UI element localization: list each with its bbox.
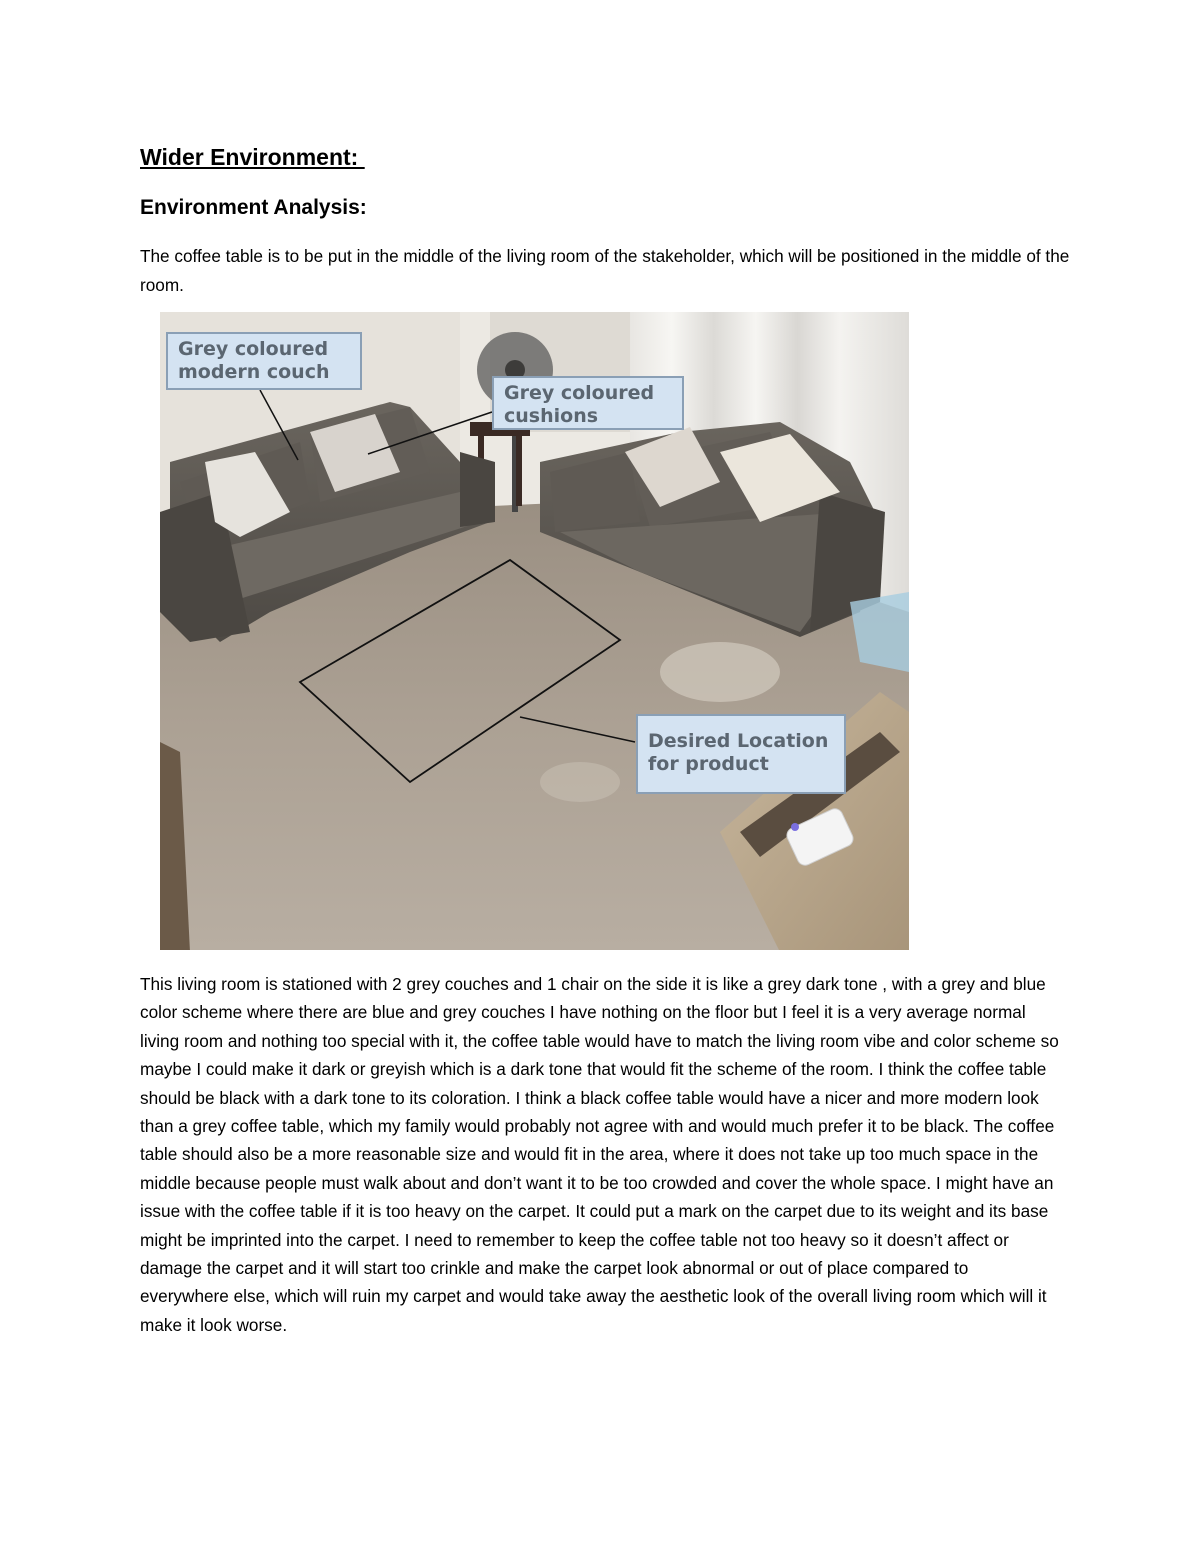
callout-couch-line2: modern couch (178, 361, 330, 383)
callout-cushions-line2: cushions (504, 405, 599, 427)
living-room-photo (160, 312, 909, 950)
callout-location-line2: for product (648, 753, 769, 775)
page-title: Wider Environment: (140, 144, 365, 170)
analysis-paragraph: This living room is stationed with 2 grey couches and 1 chair on the side it is like a grey dark tone , with a grey and blue color scheme where there are blue and grey couches I have nothing on the floor but I feel it is a very average normal living room and nothing too special with it, the coffee table would have to match the living room vibe and color scheme so maybe I could make it dark or greyish which is a dark tone that would fit the scheme of the room. I think the coffee table should be black with a dark tone to its coloration. I think a black coffee table would have a nicer and more modern look than a grey coffee table, which my family would probably not agree with and would much prefer it to be black. The coffee table should also be a more reasonable size and would fit in the area, where it does not take up too much space in the middle because people must walk about and don’t want it to be too crowded and cover the whole space. I might have an issue with the coffee table if it is too heavy on the carpet. It could put a mark on the carpet due to its weight and its base might be imprinted into the carpet. I need to remember to keep the coffee table not too heavy so it doesn’t affect or damage the carpet and it will start too crinkle and make the carpet look abnormal or out of place compared to everywhere else, which will ruin my carpet and would take away the aesthetic look of the overall living room which will it make it look worse. (140, 974, 1059, 1335)
callout-cushions (492, 376, 684, 430)
intro-paragraph: The coffee table is to be put in the middle of the living room of the stakeholder, which will be positioned in the middle of the room. (140, 246, 1070, 295)
callout-couch (166, 332, 362, 390)
callout-couch-line1: Grey coloured (178, 338, 329, 360)
callout-location-line1: Desired Location (648, 730, 829, 752)
callout-desired-location (636, 714, 846, 794)
callout-cushions-line1: Grey coloured (504, 382, 655, 404)
section-heading: Environment Analysis: (140, 196, 367, 219)
